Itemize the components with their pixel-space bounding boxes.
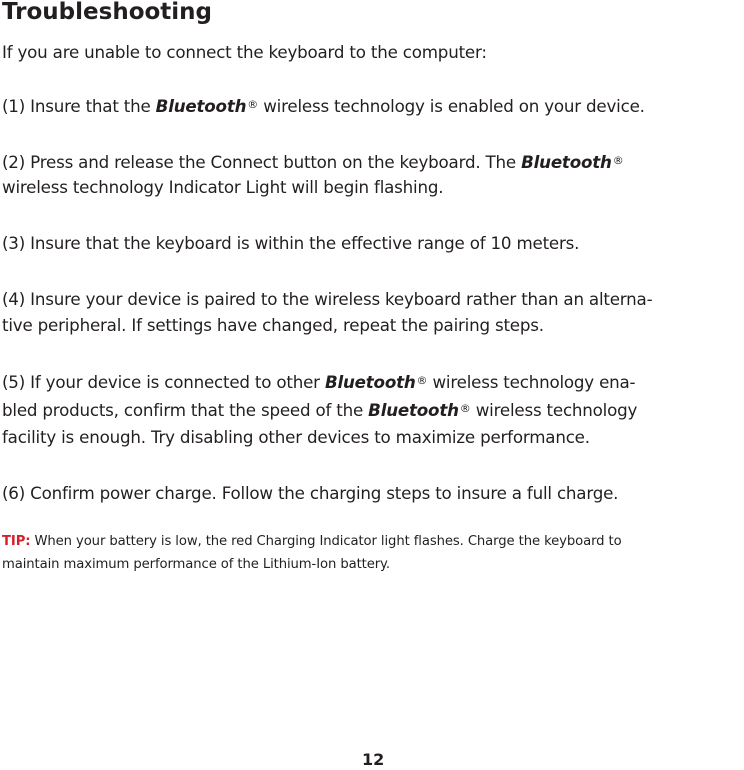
step-2-line-1 [2, 147, 624, 176]
tip-label: TIP: [2, 534, 31, 549]
bluetooth-brand: Bluetooth [324, 372, 416, 392]
registered-mark: ® [247, 98, 259, 111]
step-3: (3) Insure that the keyboard is within the effective range of 10 meters. [2, 233, 580, 253]
bluetooth-brand: Bluetooth [521, 152, 612, 172]
step-5-line-2 [2, 395, 637, 424]
step-5-mid-2: bled products, confirm that the speed of the [2, 400, 369, 420]
step-6: (6) Confirm power charge. Follow the charging steps to insure a full charge. [2, 483, 619, 503]
step-5-line-3: facility is enough. Try disabling other devices to maximize performance. [2, 427, 590, 447]
page-number: 12 [362, 750, 385, 769]
step-5-line-1 [2, 367, 635, 396]
step-1-prefix: (1) Insure that the [2, 96, 156, 116]
step-5-prefix: (5) If your device is connected to other [2, 372, 325, 392]
step-4-line-2: tive peripheral. If settings have changed, repeat the pairing steps. [2, 315, 544, 335]
registered-mark: ® [459, 402, 471, 415]
intro-text: If you are unable to connect the keyboard to the computer: [2, 42, 487, 62]
tip-block [2, 530, 622, 576]
step-2-prefix: (2) Press and release the Connect button on the keyboard. The [2, 152, 522, 172]
registered-mark: ® [416, 374, 428, 387]
step-5-mid-1: wireless technology ena- [427, 372, 636, 392]
step-1 [2, 91, 645, 120]
tip-text-1: When your battery is low, the red Charging Indicator light flashes. Charge the keyboard to [34, 534, 622, 549]
tip-line-2: maintain maximum performance of the Lithium-Ion battery. [2, 557, 390, 572]
tip-line-1 [2, 530, 622, 553]
step-5-mid-3: wireless technology [470, 400, 638, 420]
step-2-line-2: wireless technology Indicator Light will begin flashing. [2, 177, 444, 197]
step-1-suffix: wireless technology is enabled on your device. [258, 96, 645, 116]
step-4-line-1: (4) Insure your device is paired to the wireless keyboard rather than an alterna- [2, 289, 653, 309]
registered-mark: ® [612, 154, 624, 167]
page-title: Troubleshooting [2, 0, 213, 25]
bluetooth-brand: Bluetooth [368, 400, 459, 420]
bluetooth-brand: Bluetooth [155, 96, 247, 116]
